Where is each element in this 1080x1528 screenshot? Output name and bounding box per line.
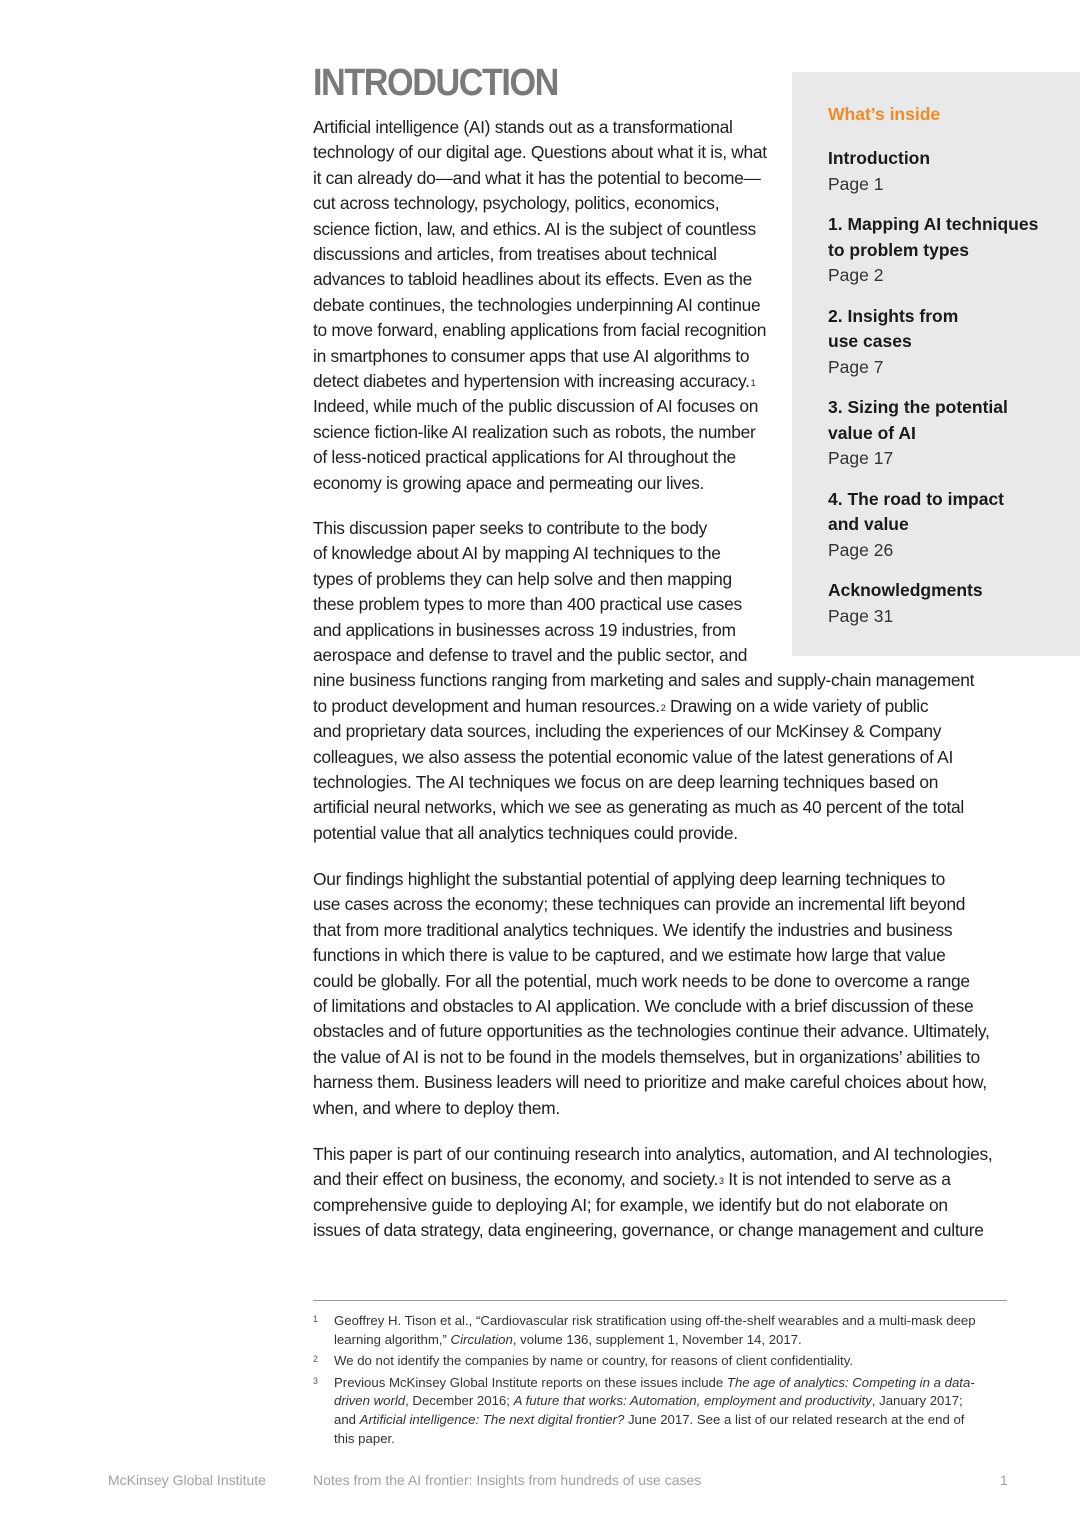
toc-title-line: 3. Sizing the potential bbox=[828, 397, 1008, 417]
text-line: functions in which there is value to be captured, and we estimate how large that value bbox=[313, 945, 946, 966]
toc-item-title[interactable] bbox=[828, 304, 1056, 355]
toc-item-page: Page 26 bbox=[828, 539, 894, 560]
toc-item[interactable] bbox=[828, 395, 1056, 472]
text-line: aerospace and defense to travel and the public sector, and bbox=[313, 645, 748, 666]
text-line: harness them. Business leaders will need to prioritize and make careful choices about how, bbox=[313, 1072, 987, 1093]
intro-paragraph-1 bbox=[313, 115, 767, 496]
toc-item-page: Page 31 bbox=[828, 605, 894, 626]
text-line: advances to tabloid headlines about its effects. Even as the bbox=[313, 269, 752, 290]
text-line: artificial neural networks, which we see as generating as much as 40 percent of the total bbox=[313, 797, 964, 818]
text-line: Artificial intelligence (AI) stands out as a transformational bbox=[313, 117, 733, 137]
footnote bbox=[313, 1374, 1013, 1448]
text-line: Indeed, while much of the public discussion of AI focuses on bbox=[313, 396, 759, 417]
toc-title-line: to problem types bbox=[828, 239, 969, 260]
footer-page-number: 1 bbox=[1000, 1472, 1008, 1488]
text-line: it can already do—and what it has the potential to become— bbox=[313, 167, 761, 188]
toc-item[interactable] bbox=[828, 146, 1056, 197]
footnote-reference[interactable]: 2 bbox=[660, 702, 666, 713]
text-line: This discussion paper seeks to contribute to the body bbox=[313, 518, 707, 538]
text-line: types of problems they can help solve and then mapping bbox=[313, 568, 732, 589]
text-line: This paper is part of our continuing research into analytics, automation, and AI technologies, bbox=[313, 1144, 993, 1164]
toc-item-page: Page 7 bbox=[828, 356, 884, 377]
text-line: and their effect on business, the economy, and society.$^3$ It is not intended to serve as a bbox=[313, 1169, 951, 1190]
text-line: science fiction-like AI realization such as robots, the number bbox=[313, 421, 756, 442]
whats-inside-heading: What’s inside bbox=[828, 104, 941, 124]
footnote-number: 1 bbox=[313, 1314, 319, 1324]
toc-item[interactable] bbox=[828, 304, 1056, 381]
text-line: economy is growing apace and permeating our lives. bbox=[313, 472, 705, 493]
toc-item-title[interactable] bbox=[828, 212, 1056, 263]
toc-title-line: and value bbox=[828, 514, 909, 534]
text-line: and proprietary data sources, including the experiences of our McKinsey & Company bbox=[313, 721, 942, 742]
footnote-line: and Artificial intelligence: The next digital frontier? June 2017. See a list of our related research at the end of bbox=[334, 1411, 965, 1427]
text-line: technology of our digital age. Questions about what it is, what bbox=[313, 142, 767, 163]
footnote-reference[interactable]: 3 bbox=[719, 1176, 724, 1187]
toc-title-line: 2. Insights from bbox=[828, 305, 959, 326]
toc-item-page: Page 17 bbox=[828, 448, 894, 468]
text-line: could be globally. For all the potential, much work needs to be done to overcome a range bbox=[313, 970, 970, 991]
text-line: discussions and articles, from treatises about technical bbox=[313, 244, 717, 265]
text-line: use cases across the economy; these techniques can provide an incremental lift beyond bbox=[313, 894, 966, 915]
footer-document-title: Notes from the AI frontier: Insights from hundreds of use cases bbox=[313, 1472, 702, 1488]
toc-item-page: Page 1 bbox=[828, 173, 884, 194]
footnote-number: 3 bbox=[313, 1375, 319, 1386]
intro-paragraph-3 bbox=[313, 867, 990, 1121]
footnote-divider bbox=[313, 1300, 1007, 1301]
text-line: science fiction, law, and ethics. AI is the subject of countless bbox=[313, 218, 756, 239]
text-line: obstacles and of future opportunities as the technologies continue their advance. Ultimately, bbox=[313, 1021, 990, 1042]
toc-item-page: Page 2 bbox=[828, 265, 884, 285]
text-line: Our findings highlight the substantial potential of applying deep learning techniques to bbox=[313, 869, 945, 889]
footnote bbox=[313, 1312, 1013, 1349]
toc-title-line: use cases bbox=[828, 331, 912, 351]
toc-title-line: Introduction bbox=[828, 148, 931, 168]
toc-title-line: 4. The road to impact bbox=[828, 488, 1004, 509]
text-line: when, and where to deploy them. bbox=[313, 1097, 560, 1118]
text-line: colleagues, we also assess the potential economic value of the latest generations of AI bbox=[313, 746, 953, 767]
text-line: of limitations and obstacles to AI application. We conclude with a brief discussion of these bbox=[313, 996, 974, 1017]
text-line: issues of data strategy, data engineering, governance, or change management and culture bbox=[313, 1220, 984, 1241]
text-line: to move forward, enabling applications from facial recognition bbox=[313, 320, 767, 341]
text-line: comprehensive guide to deploying AI; for example, we identify but do not elaborate on bbox=[313, 1194, 948, 1215]
page-title: INTRODUCTION bbox=[313, 62, 558, 104]
toc-item-title[interactable] bbox=[828, 146, 1056, 172]
text-line: debate continues, the technologies underpinning AI continue bbox=[313, 294, 761, 315]
text-line: potential value that all analytics techniques could provide. bbox=[313, 822, 738, 843]
footnotes bbox=[313, 1312, 1013, 1451]
text-line: detect diabetes and hypertension with increasing accuracy.$^1$ bbox=[313, 371, 756, 392]
footnote-line: Geoffrey H. Tison et al., “Cardiovascular risk stratification using off-the-shelf wearables and a multi-mask deep bbox=[334, 1313, 976, 1328]
footer-publisher: McKinsey Global Institute bbox=[108, 1472, 266, 1488]
text-line: the value of AI is not to be found in the models themselves, but in organizations’ abilities to bbox=[313, 1046, 980, 1067]
footnote-number: 2 bbox=[313, 1354, 319, 1365]
footnote-line: this paper. bbox=[334, 1430, 395, 1446]
footnote-line: learning algorithm,” Circulation, volume 136, supplement 1, November 14, 2017. bbox=[334, 1331, 802, 1347]
text-line: technologies. The AI techniques we focus on are deep learning techniques based on bbox=[313, 772, 939, 793]
intro-paragraph-2 bbox=[313, 516, 974, 846]
footnote-reference[interactable]: 1 bbox=[750, 378, 756, 389]
text-line: that from more traditional analytics techniques. We identify the industries and business bbox=[313, 919, 953, 940]
text-line: of knowledge about AI by mapping AI techniques to the bbox=[313, 543, 721, 564]
toc-title-line: Acknowledgments bbox=[828, 580, 983, 600]
text-line: in smartphones to consumer apps that use AI algorithms to bbox=[313, 345, 750, 366]
toc-item[interactable] bbox=[828, 212, 1056, 289]
text-line: of less-noticed practical applications for AI throughout the bbox=[313, 447, 736, 468]
toc-title-line: value of AI bbox=[828, 422, 916, 443]
text-line: to product development and human resources.$^2$ Drawing on a wide variety of public bbox=[313, 695, 929, 716]
footnote-line: driven world, December 2016; A future that works: Automation, employment and productivity, January 2017; bbox=[334, 1393, 963, 1409]
toc-item-title[interactable] bbox=[828, 395, 1056, 446]
toc-title-line: 1. Mapping AI techniques bbox=[828, 214, 1039, 234]
text-line: cut across technology, psychology, politics, economics, bbox=[313, 193, 720, 214]
intro-paragraph-4 bbox=[313, 1142, 992, 1244]
text-line: these problem types to more than 400 practical use cases bbox=[313, 594, 742, 615]
text-line: nine business functions ranging from marketing and sales and supply-chain management bbox=[313, 670, 975, 691]
footnote bbox=[313, 1352, 1013, 1371]
text-line: and applications in businesses across 19 industries, from bbox=[313, 619, 736, 640]
footnote-line: Previous McKinsey Global Institute reports on these issues include The age of analytics: Competing in a data- bbox=[334, 1374, 975, 1390]
footnote-line: We do not identify the companies by name or country, for reasons of client confidentiality. bbox=[334, 1353, 853, 1369]
